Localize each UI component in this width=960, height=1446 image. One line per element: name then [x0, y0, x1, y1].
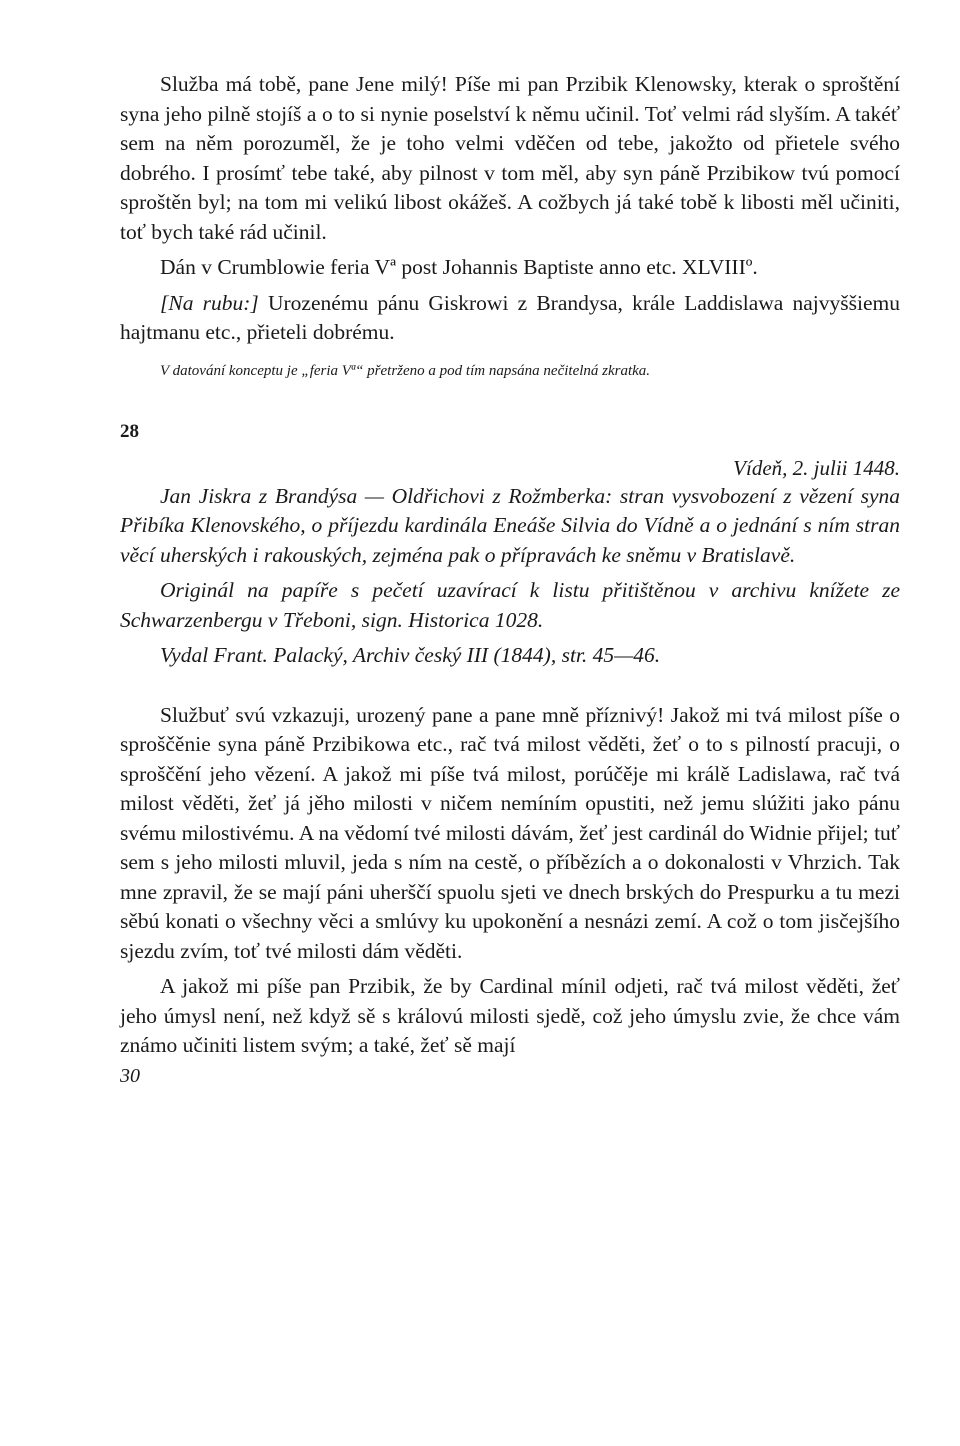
page-number: 30	[120, 1064, 140, 1087]
edition-note: Vydal Frant. Palacký, Archiv český III (1844), str. 45—46.	[160, 643, 661, 667]
document-number: 28	[120, 420, 139, 442]
regest: Jan Jiskra z Brandýsa — Oldřichovi z Rožmberka: stran vysvobození z vězení syna Přibíka Klenovského, o příjezdu kardinála Eneáše Silvia do Vídně a o jednání s ním stran věcí uherských i rakouských, zejména pak o přípravách ke sněmu v Bratislavě.	[120, 483, 900, 567]
document-page	[120, 70, 900, 1089]
letter-paragraph-1: Službuť svú vzkazuji, urozený pane a pane mně příznivý! Jakož mi tvá milost píše o sproščěnie syna páně Przibikowa etc., rač tvá milost věděti, žeť o to s pilností pracuji, o sproščění jeho vězení. A jakož mi píše tvá milost, porúčěje mi králě Ladislawa, rač tvá milost věděti, žeť já jěho milosti v ničem nemíním opustiti, než jemu slúžiti jako pánu svému milostivému. A na vědomí tvé milosti dávám, žeť jest cardinál do Widnie přijel; tuť sem s jeho milosti mluvil, jeda s ním na cestě, o příbězích a o dokonalosti v Vhrzich. Tak mne zpravil, že se mají páni uherščí spuolu sjeti ve dnech brských do Prespurku a tu mezi sěbú konati o všechny věci a smlúvy ku upokonění a nesnázi zemí. A což o tom jisčejšího sjezdu zvím, toť tvé milosti dám věděti.	[120, 702, 900, 963]
address-label: [Na rubu:]	[160, 290, 259, 315]
previous-letter-dated: Dán v Crumblowie feria Vª post Johannis Baptiste anno etc. XLVIIIº.	[160, 255, 758, 279]
source-note: Originál na papíře s pečetí uzavírací k listu přitištěnou v archivu knížete ze Schwarzenbergu v Třeboni, sign. Historica 1028.	[120, 578, 900, 632]
previous-letter-address	[120, 289, 900, 348]
letter-paragraph-2: A jakož mi píše pan Przibik, že by Cardinal mínil odjeti, rač tvá milost věděti, žeť jeho úmysl není, než když sě s královú milosti sjedě, což jeho úmyslu zvie, že chce vám známo učiniti listem svým; a také, žeť sě mají	[120, 974, 900, 1057]
address-text: Urozenému pánu Giskrowi z Brandysa, krále Laddislawa najvyššiemu hajtmanu etc., přieteli dobrému.	[120, 290, 900, 344]
previous-letter-body: Služba má tobě, pane Jene milý! Píše mi pan Przibik Klenowsky, kterak o sproštění syna jeho pilně stojíš a o to si nynie poselství k němu učinil. Toť velmi rád slyším. A takéť sem na něm porozuměl, že je toho velmi vděčen od tebe, jakožto od přietele svého dobrého. I prosímť tebe také, aby pilnost v tom měl, aby syn páně Przibikow tvú pomocí sproštěn byl; na tom mi velikú libost okážeš. A cožbych já také tobě k libosti měl učiniti, toť bych také rád učinil.	[120, 72, 900, 244]
footnote: V datování konceptu je „feria Vª“ přetrženo a pod tím napsána nečitelná zkratka.	[160, 362, 651, 379]
dateline: Vídeň, 2. julii 1448.	[733, 455, 900, 480]
